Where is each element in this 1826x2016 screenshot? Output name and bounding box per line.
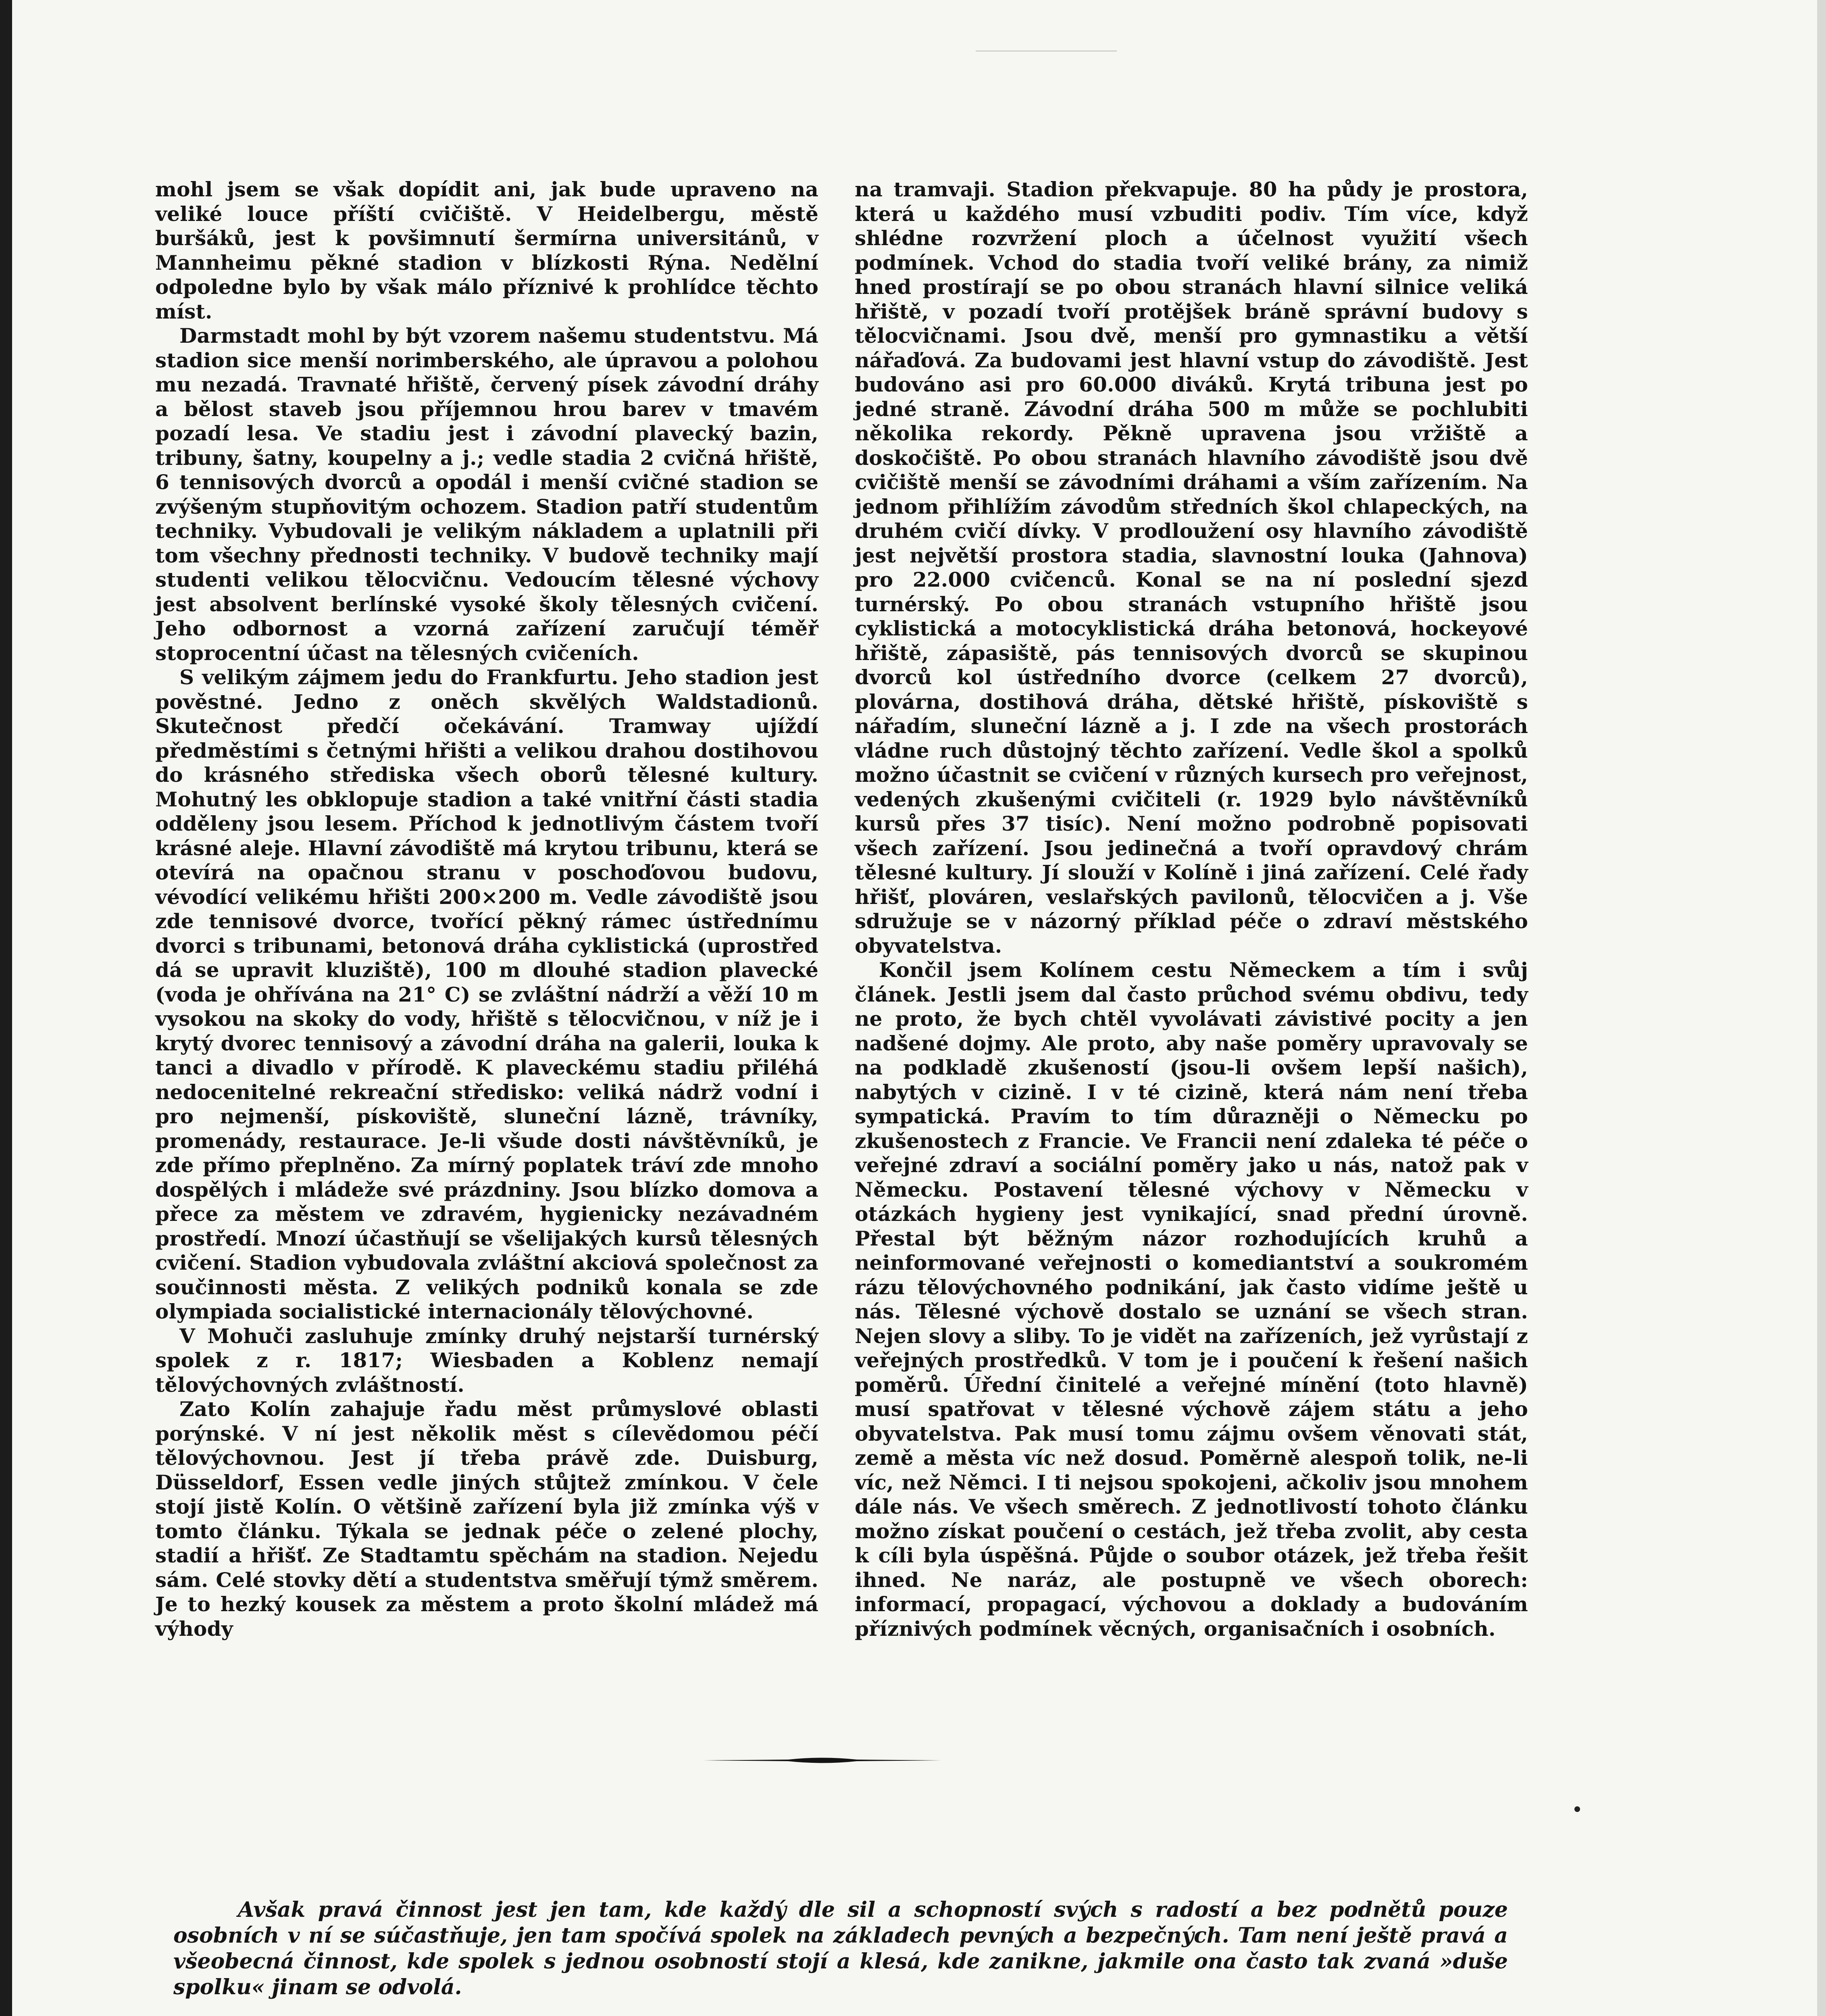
- scan-edge-right: [1817, 0, 1826, 2016]
- ink-speck: [1574, 1806, 1580, 1812]
- stamp-mark: [976, 14, 1117, 52]
- paragraph: S velikým zájmem jedu do Frankfurtu. Jeho stadion jest pověstné. Jedno z oněch skvělých Waldstadionů. Skutečnost předčí očekávání. Tramway ujíždí předměstími s četnými hřišti a velikou drahou dostihovou do krásného střediska všech oborů tělesné kultury. Mohutný les obklopuje stadion a také vnitřní části stadia odděleny jsou lesem. Příchod k jednotlivým částem tvoří krásné aleje. Hlavní závodiště má krytou tribunu, která se otevírá na opačnou stranu v poschoďovou budovu, vévodící velikému hřišti 200×200 m. Vedle závodiště jsou zde tennisové dvorce, tvořící pěkný rámec ústřednímu dvorci s tribunami, betonová dráha cyklistická (uprostřed dá se upravit kluziště), 100 m dlouhé stadion plavecké (voda je ohřívána na 21° C) se zvláštní nádrží a věží 10 m vysokou na skoky do vody, hřiště s tělocvičnou, v níž je i krytý dvorec tennisový a závodní dráha na galerii, louka k tanci a divadlo v přírodě. K plaveckému stadiu přiléhá nedocenitelné rekreační středisko: veliká nádrž vodní i pro nejmenší, pískoviště, sluneční lázně, trávníky, promenády, restaurace. Je-li všude dosti návštěvníků, je zde přímo přeplněno. Za mírný poplatek tráví zde mnoho dospělých i mládeže své prázdniny. Jsou blízko domova a přece za městem ve zdravém, hygienicky nezávadném prostředí. Mnozí účastňují se všelijakých kursů tělesných cvičení. Stadion vybudovala zvláštní akciová společnost za součinnosti města. Z velikých podniků konala se zde olympiada socialistické internacionály tělovýchovné.: [155, 665, 818, 1323]
- paragraph: V Mohuči zasluhuje zmínky druhý nejstarší turnérský spolek z r. 1817; Wiesbaden a Koblenz nemají tělovýchovných zvláštností.: [155, 1324, 818, 1397]
- paragraph: Darmstadt mohl by být vzorem našemu studentstvu. Má stadion sice menší norimberského, ale úpravou a polohou mu nezadá. Travnaté hřiště, červený písek závodní dráhy a bělost staveb jsou příjemnou hrou barev v tmavém pozadí lesa. Ve stadiu jest i závodní plavecký bazin, tribuny, šatny, koupelny a j.; vedle stadia 2 cvičná hřiště, 6 tennisových dvorců a opodál i menší cvičné stadion se zvýšeným stupňovitým ochozem. Stadion patří studentům techniky. Vybudovali je velikým nákladem a uplatnili při tom všechny přednosti techniky. V budově techniky mají studenti velikou tělocvičnu. Vedoucím tělesné výchovy jest absolvent berlínské vysoké školy tělesných cvičení. Jeho odbornost a vzorná zařízení zaručují téměř stoprocentní účast na tělesných cvičeních.: [155, 324, 818, 665]
- right-column: [855, 177, 1528, 1641]
- paragraph: Zato Kolín zahajuje řadu měst průmyslové oblasti porýnské. V ní jest několik měst s cílevědomou péčí tělovýchovnou. Jest jí třeba právě zde. Duisburg, Düsseldorf, Essen vedle jiných stůjtež zmínkou. V čele stojí jistě Kolín. O většině zařízení byla již zmínka výš v tomto článku. Týkala se jednak péče o zelené plochy, stadií a hřišť. Ze Stadtamtu spěchám na stadion. Nejedu sám. Celé stovky dětí a studentstva směřují týmž směrem. Je to hezký kousek za městem a proto školní mládež má výhody: [155, 1397, 818, 1641]
- paragraph: Končil jsem Kolínem cestu Německem a tím i svůj článek. Jestli jsem dal často průchod svému obdivu, tedy ne proto, že bych chtěl vyvolávati závistivé pocity a jen nadšené dojmy. Ale proto, aby naše poměry upravovaly se na podkladě zkušeností (jsou-li ovšem lepší našich), nabytých v cizině. I v té cizině, která nám není třeba sympatická. Pravím to tím důrazněji o Německu po zkušenostech z Francie. Ve Francii není zdaleka té péče o veřejné zdraví a sociální poměry jako u nás, natož pak v Německu. Postavení tělesné výchovy v Německu v otázkách hygieny jest vynikající, snad přední úrovně. Přestal být běžným názor rozhodujících kruhů a neinformované veřejnosti o komediantství a soukromém rázu tělovýchovného podnikání, jak často vidíme ještě u nás. Tělesné výchově dostalo se uznání se všech stran. Nejen slovy a sliby. To je vidět na zařízeních, jež vyrůstají z veřejných prostředků. V tom je i poučení k řešení našich poměrů. Úřední činitelé a veřejné mínění (toto hlavně) musí spatřovat v tělesné výchově zájem státu a jeho obyvatelstva. Pak musí tomu zájmu ovšem věnovati stát, země a města víc než dosud. Poměrně alespoň tolik, ne-li víc, než Němci. I ti nejsou spokojeni, ačkoliv jsou mnohem dále nás. Ve všech směrech. Z jednotlivostí tohoto článku možno získat poučení o cestách, jež třeba zvolit, aby cesta k cíli byla úspěšná. Půjde o soubor otázek, jež třeba řešit ihned. Ne naráz, ale postupně ve všech oborech: informací, propagací, výchovou a doklady a budováním příznivých podmínek věcných, organisačních i osobních.: [855, 958, 1528, 1641]
- paragraph: na tramvaji. Stadion překvapuje. 80 ha půdy je prostora, která u každého musí vzbuditi podiv. Tím více, když shlédne rozvržení ploch a účelnost využití všech podmínek. Vchod do stadia tvoří veliké brány, za nimiž hned prostírají se po obou stranách hlavní silnice veliká hřiště, v pozadí tvoří protějšek bráně správní budovy s tělocvičnami. Jsou dvě, menší pro gymnastiku a větší nářaďová. Za budovami jest hlavní vstup do závodiště. Jest budováno asi pro 60.000 diváků. Krytá tribuna jest po jedné straně. Závodní dráha 500 m může se pochlubiti několika rekordy. Pěkně upravena jsou vržiště a doskočiště. Po obou stranách hlavního závodiště jsou dvě cvičiště menší se závodními dráhami a vším zařízením. Na jednom přihlížím závodům středních škol chlapeckých, na druhém cvičí dívky. V prodloužení osy hlavního závodiště jest největší prostora stadia, slavnostní louka (Jahnova) pro 22.000 cvičenců. Konal se na ní poslední sjezd turnérský. Po obou stranách vstupního hřiště jsou cyklistická a motocyklistická dráha betonová, hockeyové hřiště, zápasiště, pás tennisových dvorců se skupinou dvorců kol ústředního dvorce (celkem 27 dvorců), plovárna, dostihová dráha, dětské hřiště, pískoviště s nářadím, sluneční lázně a j. I zde na všech prostorách vládne ruch důstojný těchto zařízení. Vedle škol a spolků možno účastnit se cvičení v různých kursech pro veřejnost, vedených zkušenými cvičiteli (r. 1929 bylo návštěvníků kursů přes 37 tisíc). Není možno podrobně popisovati všech zařízení. Jsou jedinečná a tvoří opravdový chrám tělesné kultury. Jí slouží v Kolíně i jiná zařízení. Celé řady hřišť, plováren, veslařských pavilonů, tělocvičen a j. Vše sdružuje se v názorný příklad péče o zdraví městského obyvatelstva.: [855, 177, 1528, 958]
- paragraph: mohl jsem se však dopídit ani, jak bude upraveno na veliké louce příští cvičiště. V Heidelbergu, městě buršáků, jest k povšimnutí šermírna universitánů, v Mannheimu pěkné stadion v blízkosti Rýna. Nedělní odpoledne bylo by však málo příznivé k prohlídce těchto míst.: [155, 177, 818, 323]
- scan-edge-left: [0, 0, 12, 2016]
- left-column: [155, 177, 818, 1641]
- section-divider-ornament: [704, 1756, 941, 1765]
- closing-quote: Avšak pravá činnost jest jen tam, kde každý dle sil a schopností svých s radostí a bez podnětů pouze osobních v ní se súčastňuje, jen tam spočívá spolek na základech pevných a bezpečných. Tam není ještě pravá a všeobecná činnost, kde spolek s jednou osobností stojí a klesá, kde zanikne, jakmile ona často tak zvaná »duše spolku« jinam se odvolá.: [173, 1897, 1508, 1999]
